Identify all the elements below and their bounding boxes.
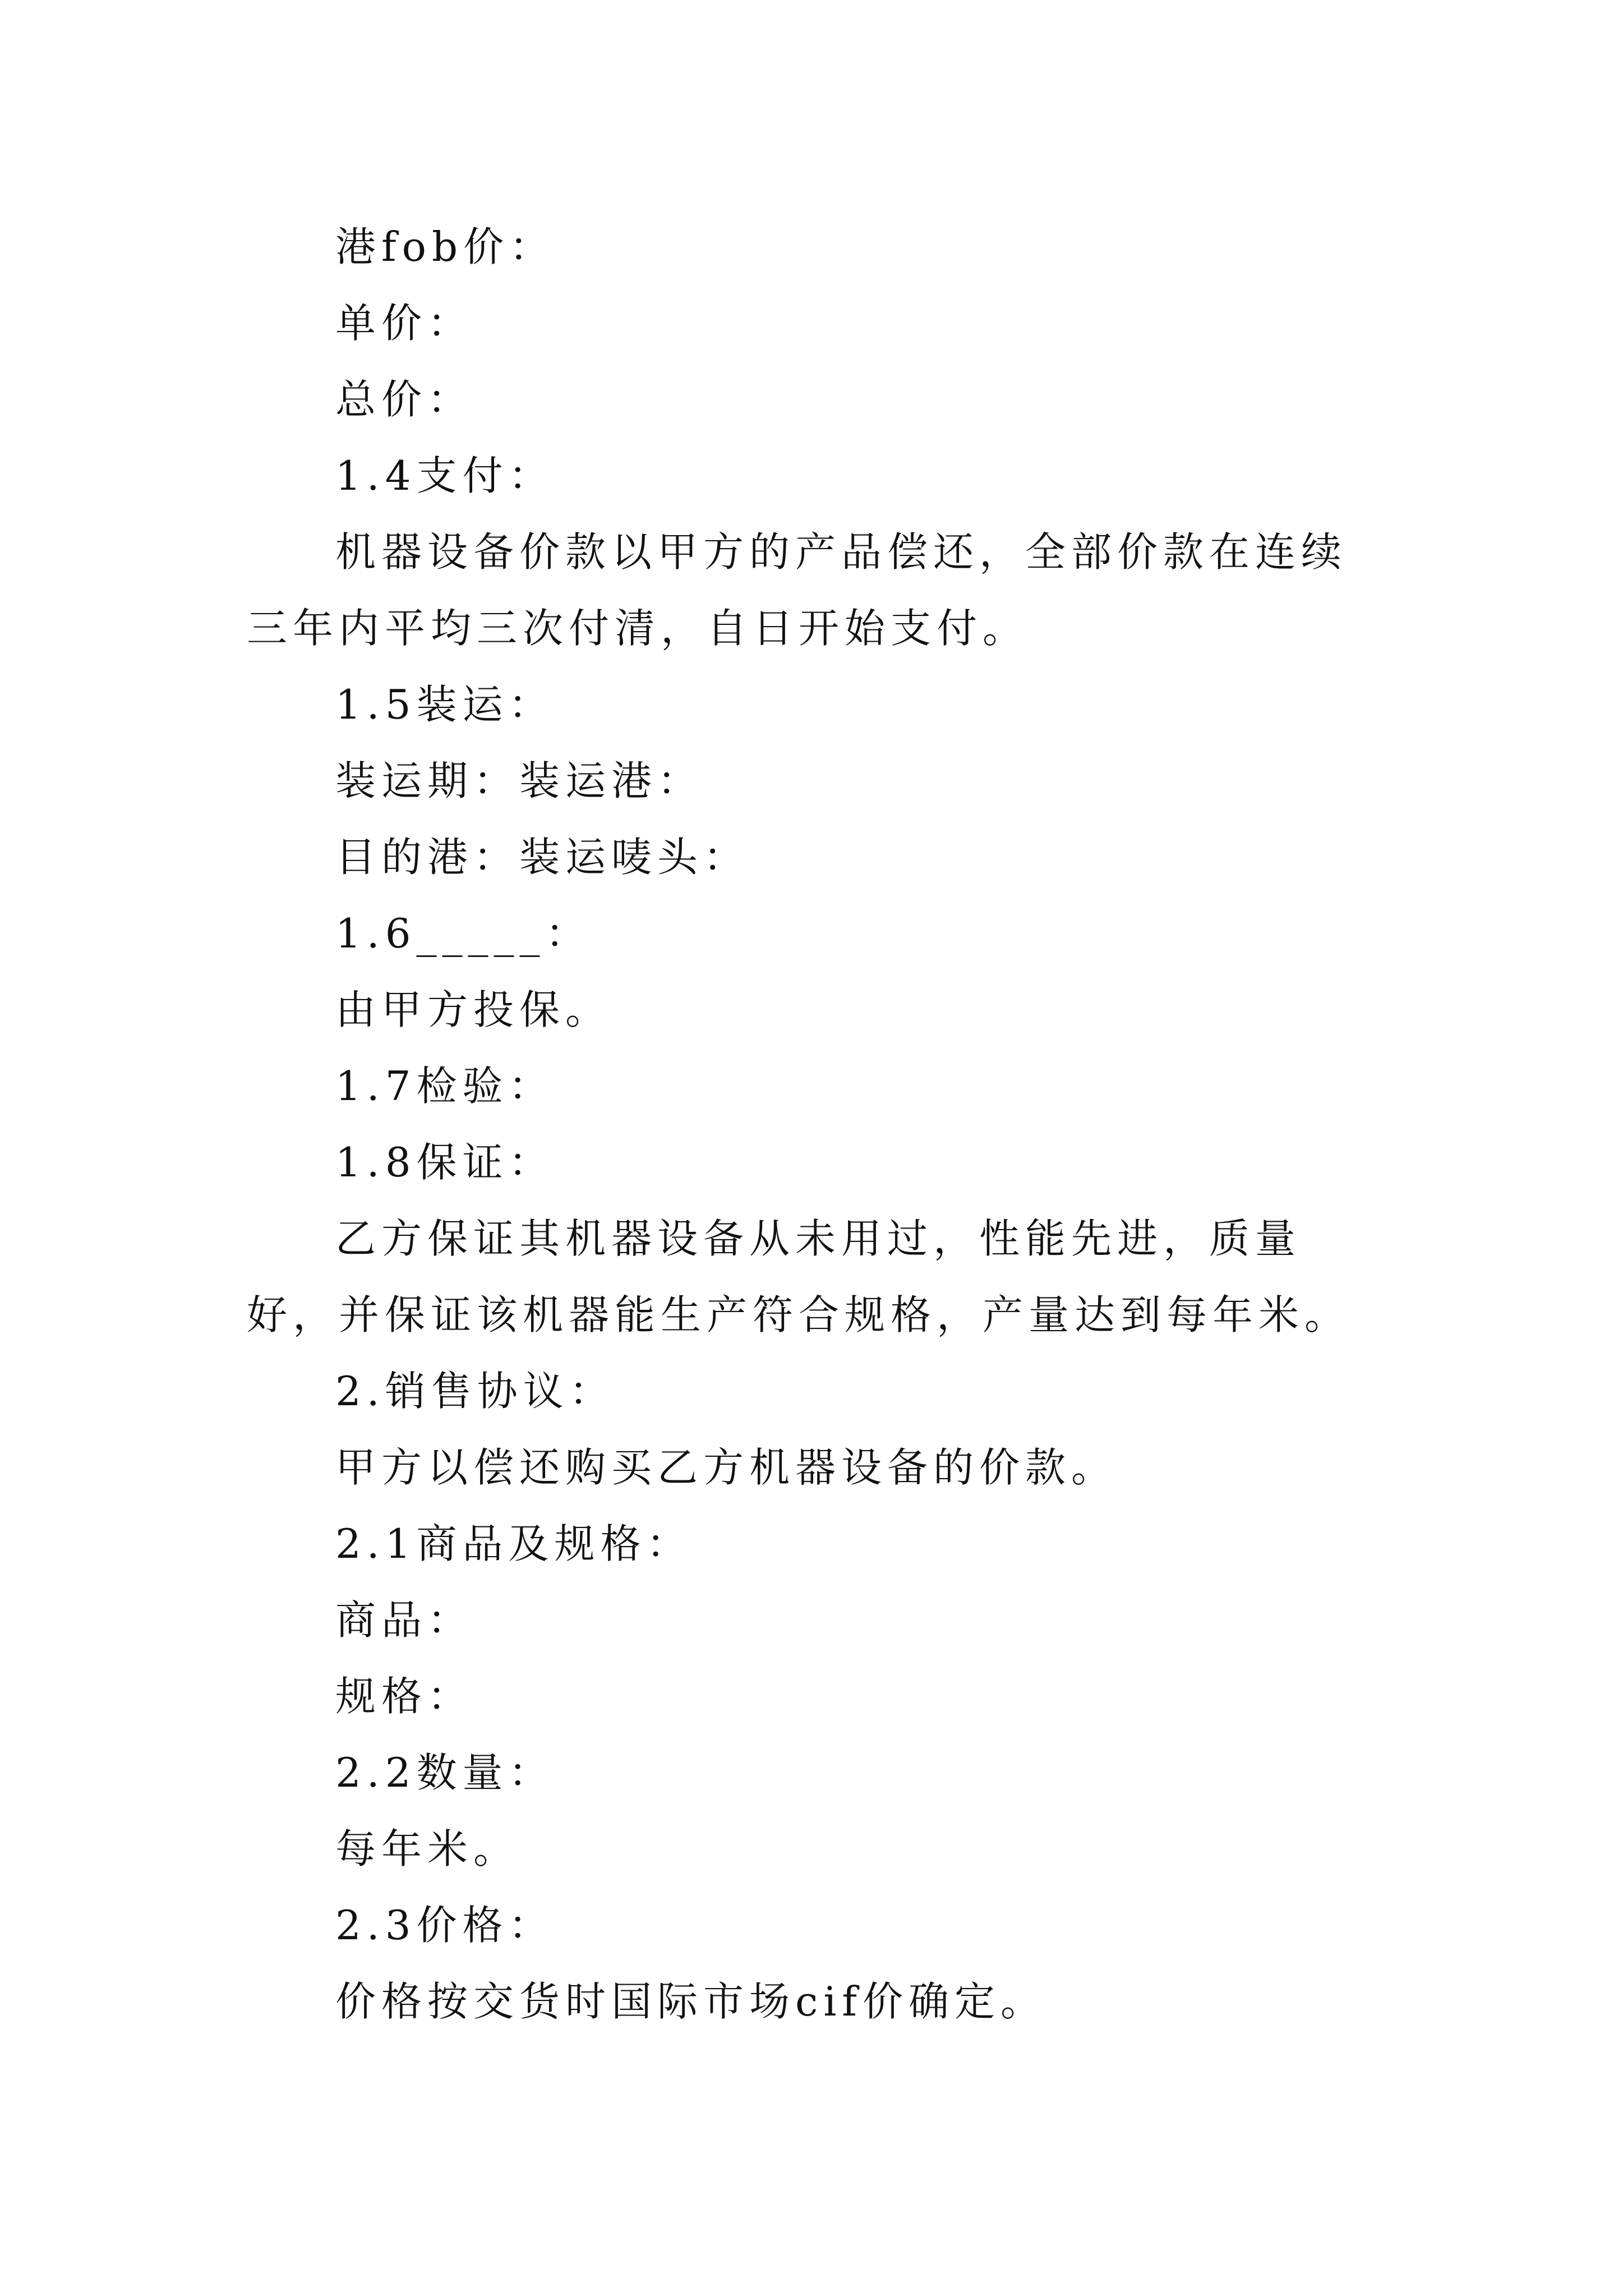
paragraph-unit-price: 单价： xyxy=(335,300,474,347)
heading-1-5-shipment: 1.5装运： xyxy=(335,681,555,728)
heading-1-6-blank: 1.6_____： xyxy=(335,910,592,957)
paragraph-fob-price: 港fob价： xyxy=(335,223,556,270)
paragraph-total-price: 总价： xyxy=(335,376,474,423)
paragraph-price-terms: 价格按交货时国际市场cif价确定。 xyxy=(335,1978,1047,2025)
heading-2-1-goods-specs: 2.1商品及规格： xyxy=(335,1520,693,1567)
paragraph-guarantee-terms: 乙方保证其机器设备从未用过，性能先进，质量好，并保证该机器能生产符合规格，产量达到每年米。 xyxy=(247,1215,1351,1338)
heading-1-8-guarantee: 1.8保证： xyxy=(335,1139,555,1186)
heading-2-2-quantity: 2.2数量： xyxy=(335,1749,555,1796)
heading-1-7-inspection: 1.7检验： xyxy=(335,1062,555,1110)
heading-2-3-price: 2.3价格： xyxy=(335,1902,555,1949)
paragraph-specs: 规格： xyxy=(335,1673,474,1720)
document-body xyxy=(247,209,1380,2040)
paragraph-shipment-period-port: 装运期：装运港： xyxy=(335,757,704,804)
paragraph-destination-marks: 目的港：装运唛头： xyxy=(335,834,750,881)
paragraph-payment-terms: 机器设备价款以甲方的产品偿还，全部价款在连续三年内平均三次付清，自日开始支付。 xyxy=(247,528,1348,652)
paragraph-quantity: 每年米。 xyxy=(335,1825,520,1872)
paragraph-insurance: 由甲方投保。 xyxy=(335,986,612,1033)
heading-2-sales-agreement: 2.销售协议： xyxy=(335,1368,615,1415)
paragraph-goods: 商品： xyxy=(335,1596,474,1644)
heading-1-4-payment: 1.4支付： xyxy=(335,452,555,499)
paragraph-sales-repayment: 甲方以偿还购买乙方机器设备的价款。 xyxy=(335,1444,1118,1491)
